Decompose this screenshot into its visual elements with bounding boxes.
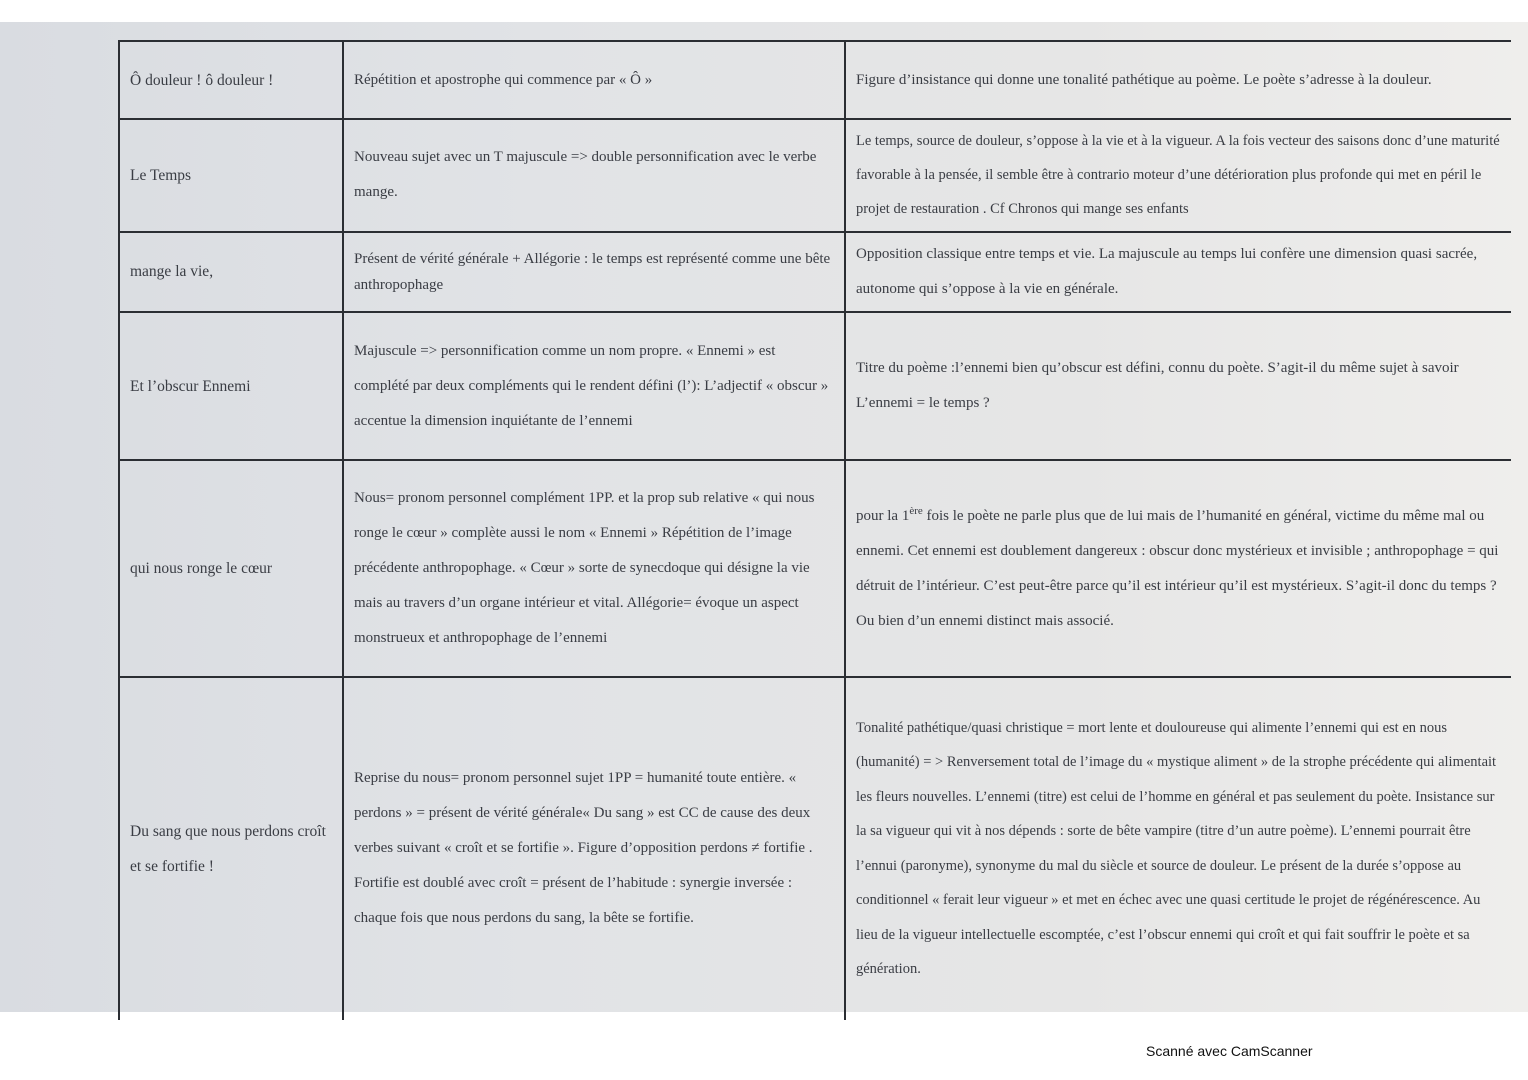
analysis-cell: Nouveau sujet avec un T majuscule => double personnification avec le verbe mange.	[343, 119, 845, 231]
term-cell: Et l’obscur Ennemi	[119, 312, 343, 460]
interpretation-cell	[845, 460, 1511, 677]
table-row	[119, 460, 1511, 677]
table-row	[119, 232, 1511, 312]
analysis-cell: Majuscule => personnification comme un nom propre. « Ennemi » est complété par deux compléments qui le rendent défini (l’): L’adjectif « obscur » accentue la dimension inquiétante de l’ennemi	[343, 312, 845, 460]
term-cell: Le Temps	[119, 119, 343, 231]
interpretation-cell: Tonalité pathétique/quasi christique = mort lente et douloureuse qui alimente l’ennemi qui est en nous (humanité) = > Renversement total de l’image du « mystique aliment » de la strophe précédente qui alimentait les fleurs nouvelles. L’ennemi (titre) est celui de l’homme en général et pas seulement du poète. Insistance sur la sa vigueur qui vit à nos dépends : sorte de bête vampire (titre d’un autre poème). L’ennemi pourrait être l’ennui (paronyme), synonyme du mal du siècle et source de douleur. Le présent de la durée s’oppose au conditionnel « ferait leur vigueur » et met en échec avec une quasi certitude le projet de régénérescence. Au lieu de la vigueur intellectuelle escomptée, c’est l’obscur ennemi qui croît et qui fait souffrir le poète et sa génération.	[845, 677, 1511, 1020]
term-cell: Ô douleur ! ô douleur !	[119, 41, 343, 119]
analysis-cell: Présent de vérité générale + Allégorie : le temps est représenté comme une bête anthropophage	[343, 232, 845, 312]
superscript: ère	[909, 504, 923, 517]
interpretation-cell: Titre du poème :l’ennemi bien qu’obscur est défini, connu du poète. S’agit-il du même sujet à savoir L’ennemi = le temps ?	[845, 312, 1511, 460]
interpretation-text: pour la 1	[856, 507, 910, 524]
scanner-watermark: Scanné avec CamScanner	[1146, 1043, 1313, 1059]
interpretation-cell: Figure d’insistance qui donne une tonalité pathétique au poème. Le poète s’adresse à la douleur.	[845, 41, 1511, 119]
analysis-table	[118, 40, 1511, 1020]
term-cell: Du sang que nous perdons croît et se fortifie !	[119, 677, 343, 1020]
table-row	[119, 41, 1511, 119]
interpretation-cell: Opposition classique entre temps et vie. La majuscule au temps lui confère une dimension quasi sacrée, autonome qui s’oppose à la vie en générale.	[845, 232, 1511, 312]
table-row	[119, 677, 1511, 1020]
term-cell: mange la vie,	[119, 232, 343, 312]
interpretation-cell: Le temps, source de douleur, s’oppose à la vie et à la vigueur. A la fois vecteur des saisons donc d’une maturité favorable à la pensée, il semble être à contrario moteur d’une détérioration plus profonde qui met en péril le projet de restauration . Cf Chronos qui mange ses enfants	[845, 119, 1511, 231]
table-row	[119, 312, 1511, 460]
analysis-cell: Reprise du nous= pronom personnel sujet 1PP = humanité toute entière. « perdons » = présent de vérité générale« Du sang » est CC de cause des deux verbes suivant « croît et se fortifie ». Figure d’opposition perdons ≠ fortifie . Fortifie est doublé avec croît = présent de l’habitude : synergie inversée : chaque fois que nous perdons du sang, la bête se fortifie.	[343, 677, 845, 1020]
analysis-cell: Nous= pronom personnel complément 1PP. et la prop sub relative « qui nous ronge le cœur » complète aussi le nom « Ennemi » Répétition de l’image précédente anthropophage. « Cœur » sorte de synecdoque qui désigne la vie mais au travers d’un organe intérieur et vital. Allégorie= évoque un aspect monstrueux et anthropophage de l’ennemi	[343, 460, 845, 677]
table-row	[119, 119, 1511, 231]
analysis-cell: Répétition et apostrophe qui commence par « Ô »	[343, 41, 845, 119]
interpretation-text: fois le poète ne parle plus que de lui mais de l’humanité en général, victime du même mal ou ennemi. Cet ennemi est doublement dangereux : obscur donc mystérieux et invisible ; anthropophage = qui détruit de l’intérieur. C’est peut-être parce qu’il est intérieur qu’il est mystérieux. S’agit-il donc du temps ? Ou bien d’un ennemi distinct mais associé.	[856, 507, 1499, 629]
term-cell: qui nous ronge le cœur	[119, 460, 343, 677]
